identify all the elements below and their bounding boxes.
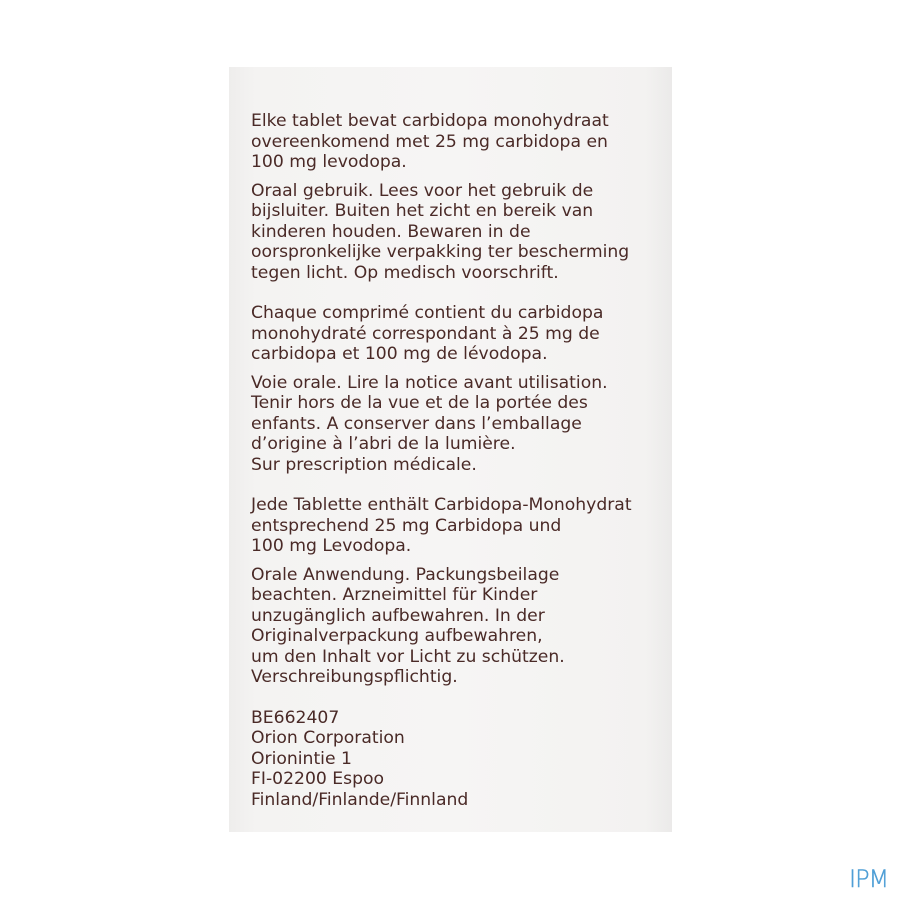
ipm-logo-icon <box>848 860 888 890</box>
german-usage-text: Orale Anwendung. Packungsbeilage beachten. Arzneimittel für Kinder unzugänglich aufbewahren. In der Originalverpackung aufbewahren, um den Inhalt vor Licht zu schützen. Verschreibungspflichtig. <box>251 564 565 687</box>
dutch-usage-text: Oraal gebruik. Lees voor het gebruik de bijsluiter. Buiten het zicht en bereik van kinderen houden. Bewaren in de oorspronkelijke verpakking ter bescherming tegen licht. Op medisch voorschrift. <box>251 180 630 283</box>
ipm-logo-watermark <box>848 860 888 890</box>
ipm-logo-text: IPM <box>849 865 888 890</box>
registration-number: BE662407 <box>251 707 340 728</box>
french-composition-text: Chaque comprimé contient du carbidopa monohydraté correspondant à 25 mg de carbidopa et 100 mg de lévodopa. <box>251 303 604 364</box>
dutch-composition-text: Elke tablet bevat carbidopa monohydraat overeenkomend met 25 mg carbidopa en 100 mg levodopa. <box>251 111 609 172</box>
company-city: FI-02200 Espoo <box>251 769 385 789</box>
package-text-block <box>251 111 661 810</box>
german-composition-text: Jede Tablette enthält Carbidopa-Monohydrat entsprechend 25 mg Carbidopa und 100 mg Levodopa. <box>251 495 632 556</box>
company-street: Orionintie 1 <box>251 748 352 769</box>
french-usage-text: Voie orale. Lire la notice avant utilisation. Tenir hors de la vue et de la portée des enfants. A conserver dans l’emballage d’origine à l’abri de la lumière. Sur prescription médicale. <box>251 372 608 475</box>
company-country: Finland/Finlande/Finnland <box>251 789 469 810</box>
company-name: Orion Corporation <box>251 728 405 748</box>
